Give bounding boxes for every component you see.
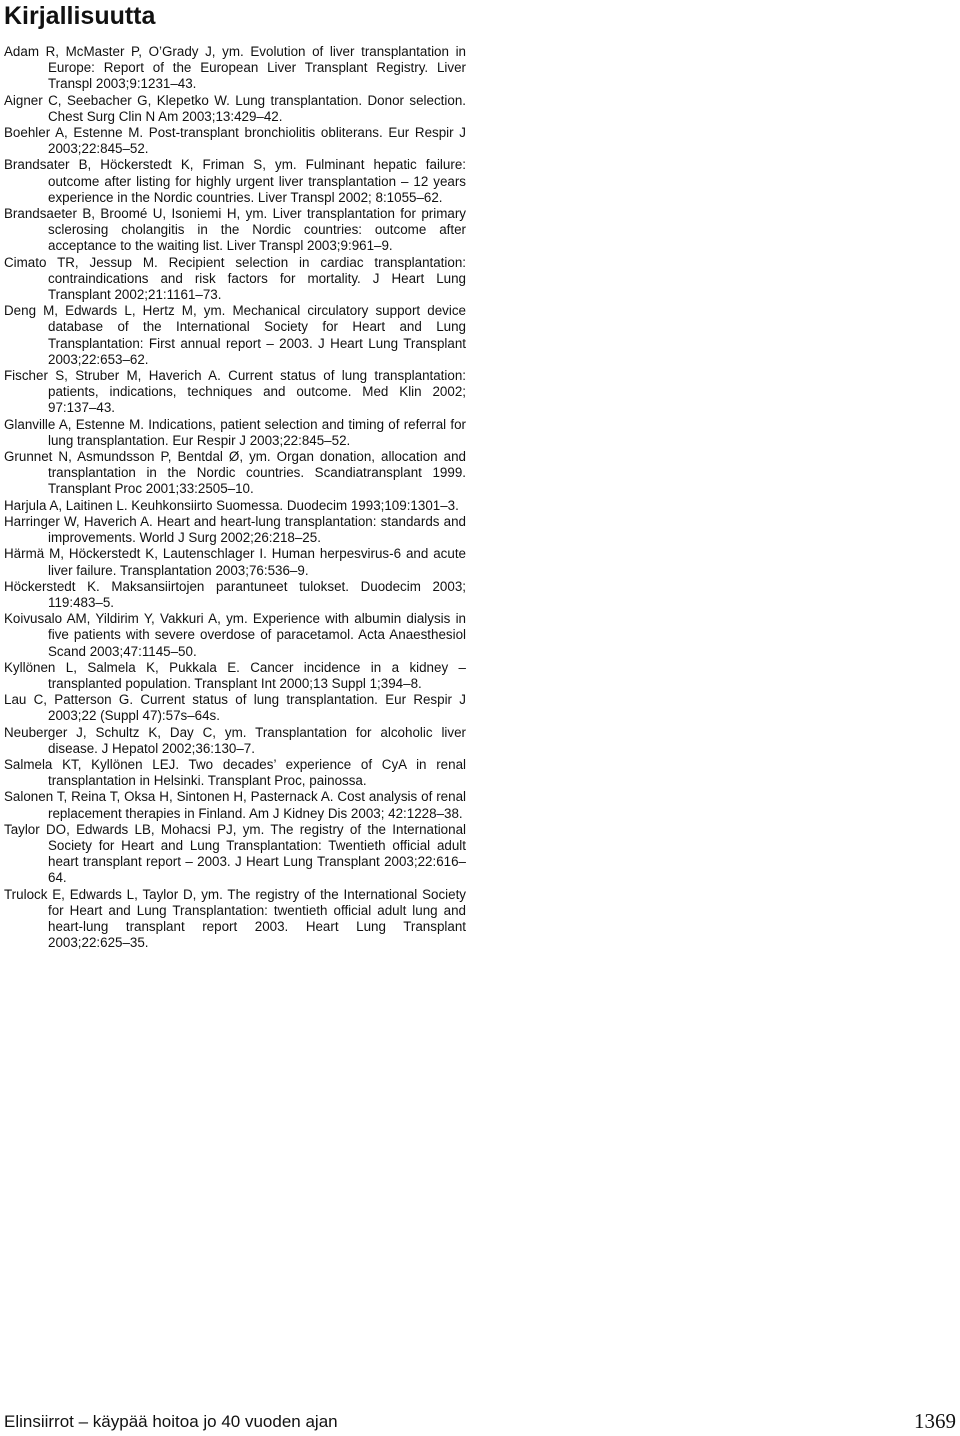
reference-item: Cimato TR, Jessup M. Recipient selection in cardiac transplantation: contraindications and risk factors for mortality. J Heart Lung Transplant 2002;21:1161–73.	[4, 254, 466, 303]
reference-item: Brandsater B, Höckerstedt K, Friman S, ym. Fulminant hepatic failure: outcome after listing for highly urgent liver transplantation – 12 years experience in the Nordic countries. Liver Transpl 2002; 8:1055–62.	[4, 157, 466, 205]
footer-text: Elinsiirrot – käypää hoitoa jo 40 vuoden ajan	[4, 1412, 338, 1431]
reference-item: Höckerstedt K. Maksansiirtojen parantuneet tulokset. Duodecim 2003; 119:483–5.	[4, 578, 466, 610]
reference-item: Trulock E, Edwards L, Taylor D, ym. The registry of the International Society for Heart and Lung Transplantation: twentieth official adult lung and heart-lung transplant report 2003. Heart Lung Transplant 2003;22:625–35.	[4, 886, 466, 951]
reference-item: Lau C, Patterson G. Current status of lung transplantation. Eur Respir J 2003;22 (Suppl 47):57s–64s.	[4, 692, 466, 724]
reference-item: Taylor DO, Edwards LB, Mohacsi PJ, ym. The registry of the International Society for Heart and Lung Transplantation: Twentieth official adult heart transplant report – 2003. J Heart Lung Transplant 2003;22:616–64.	[4, 821, 466, 886]
reference-item: Deng M, Edwards L, Hertz M, ym. Mechanical circulatory support device database of the International Society for Heart and Lung Transplantation: First annual report – 2003. J Heart Lung Transplant 2003;22:653–62.	[4, 303, 466, 367]
reference-item: Fischer S, Struber M, Haverich A. Current status of lung transplantation: patients, indications, techniques and outcome. Med Klin 2002; 97:137–43.	[4, 368, 466, 416]
reference-item: Salmela KT, Kyllönen LEJ. Two decades’ experience of CyA in renal transplantation in Helsinki. Transplant Proc, painossa.	[4, 756, 466, 789]
reference-item: Neuberger J, Schultz K, Day C, ym. Transplantation for alcoholic liver disease. J Hepatol 2002;36:130–7.	[4, 724, 466, 756]
reference-item: Glanville A, Estenne M. Indications, patient selection and timing of referral for lung transplantation. Eur Respir J 2003;22:845–52.	[4, 416, 466, 448]
reference-item: Boehler A, Estenne M. Post-transplant bronchiolitis obliterans. Eur Respir J 2003;22:845–52.	[4, 125, 466, 157]
reference-item: Salonen T, Reina T, Oksa H, Sintonen H, Pasternack A. Cost analysis of renal replacement therapies in Finland. Am J Kidney Dis 2003; 42:1228–38.	[4, 789, 466, 821]
reference-item: Grunnet N, Asmundsson P, Bentdal Ø, ym. Organ donation, allocation and transplantation in the Nordic countries. Scandiatransplant 1999. Transplant Proc 2001;33:2505–10.	[4, 449, 466, 497]
page-title: Kirjallisuutta	[4, 2, 156, 30]
reference-item: Adam R, McMaster P, O’Grady J, ym. Evolution of liver transplantation in Europe: Report of the European Liver Transplant Registry. Liver Transpl 2003;9:1231–43.	[4, 44, 466, 92]
reference-item: Harjula A, Laitinen L. Keuhkonsiirto Suomessa. Duodecim 1993;109:1301–3.	[4, 497, 459, 513]
reference-item: Härmä M, Höckerstedt K, Lautenschlager I. Human herpesvirus-6 and acute liver failure. Transplantation 2003;76:536–9.	[4, 546, 466, 578]
reference-item: Kyllönen L, Salmela K, Pukkala E. Cancer incidence in a kidney – transplanted population. Transplant Int 2000;13 Suppl 1;394–8.	[4, 659, 466, 691]
reference-item: Koivusalo AM, Yildirim Y, Vakkuri A, ym. Experience with albumin dialysis in five patients with severe overdose of paracetamol. Acta Anaesthesiol Scand 2003;47:1145–50.	[4, 611, 466, 659]
reference-list	[4, 44, 466, 951]
reference-item: Harringer W, Haverich A. Heart and heart-lung transplantation: standards and improvements. World J Surg 2002;26:218–25.	[4, 513, 466, 546]
reference-item: Aigner C, Seebacher G, Klepetko W. Lung transplantation. Donor selection. Chest Surg Clin N Am 2003;13:429–42.	[4, 92, 466, 124]
page-number: 1369	[914, 1409, 956, 1433]
reference-item: Brandsaeter B, Broomé U, Isoniemi H, ym. Liver transplantation for primary sclerosing cholangitis in the Nordic countries: outcome after acceptance to the waiting list. Liver Transpl 2003;9:961–9.	[4, 206, 466, 254]
